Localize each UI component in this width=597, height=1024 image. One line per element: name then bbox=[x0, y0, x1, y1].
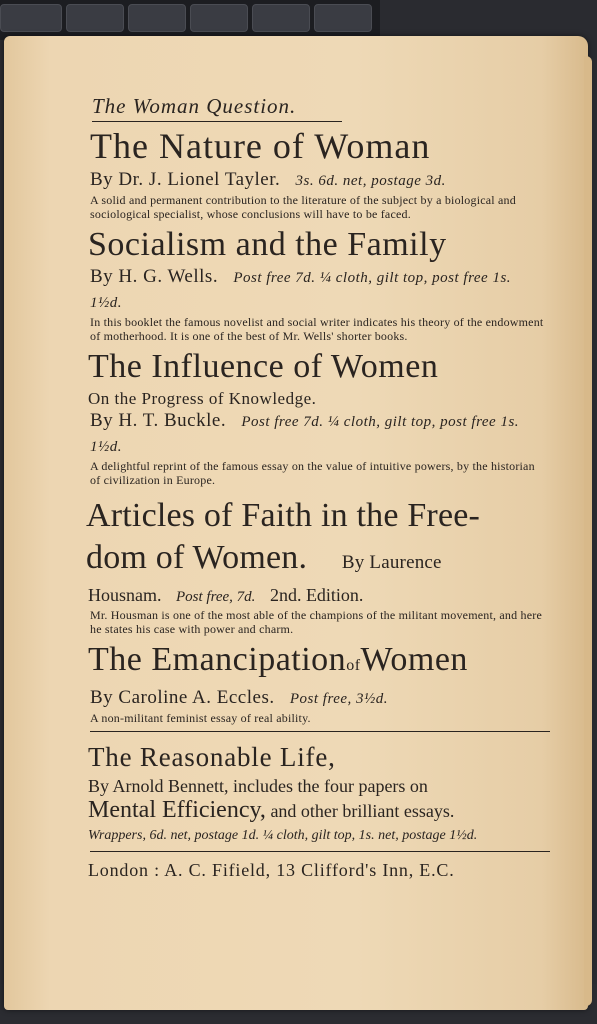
author-part-2: Housnam. bbox=[88, 585, 162, 605]
book-byline bbox=[90, 409, 546, 459]
price: Post free, 3½d. bbox=[289, 691, 389, 707]
author: By H. T. Buckle. bbox=[90, 410, 227, 431]
book-byline bbox=[90, 686, 546, 711]
title-part-2: Women bbox=[360, 641, 468, 678]
book-title: The Influence of Women bbox=[88, 348, 439, 385]
price: Post free 7d. ¼ cloth, gilt top, post free 1s. 1½d. bbox=[90, 270, 512, 311]
keyboard-key bbox=[66, 4, 124, 32]
book-description bbox=[88, 798, 546, 823]
book-page bbox=[4, 36, 588, 1010]
keyboard-key bbox=[190, 4, 248, 32]
keyboard-key bbox=[0, 4, 62, 32]
book-subtitle: On the Progress of Knowledge. bbox=[88, 389, 317, 408]
book-description: A non-militant feminist essay of real ability. bbox=[90, 711, 311, 725]
book-title bbox=[86, 495, 546, 584]
price: 3s. 6d. net, postage 3d. bbox=[295, 173, 446, 189]
book-byline bbox=[90, 168, 546, 193]
author: By Dr. J. Lionel Tayler. bbox=[90, 169, 281, 190]
book-description: A solid and permanent contribution to the literature of the subject by a biological and sociological specialist, whose conclusions will have to be faced. bbox=[90, 193, 516, 221]
book-description: A delightful reprint of the famous essay on the value of intuitive powers, by the historian of civilization in Europe. bbox=[90, 459, 535, 487]
book-description: By Arnold Bennett, includes the four papers on bbox=[88, 776, 428, 796]
keyboard bbox=[0, 0, 380, 40]
price: Post free 7d. ¼ cloth, gilt top, post free 1s. 1½d. bbox=[90, 414, 520, 455]
book-description: Mr. Housman is one of the most able of the champions of the militant movement, and here he states his case with power and charm. bbox=[90, 608, 542, 636]
book-title bbox=[88, 640, 546, 686]
title-line-2: dom of Women. bbox=[86, 539, 308, 576]
author: By Caroline A. Eccles. bbox=[90, 687, 275, 708]
publisher-imprint: London : A. C. Fifield, 13 Clifford's Inn, E.C. bbox=[88, 860, 455, 880]
title-of: of bbox=[346, 657, 361, 674]
book-byline bbox=[88, 584, 546, 608]
author-part-1: By Laurence bbox=[341, 552, 442, 573]
keyboard-key bbox=[128, 4, 186, 32]
title-part-1: The Emancipation bbox=[88, 641, 347, 678]
keyboard-key bbox=[252, 4, 310, 32]
keyboard-key bbox=[314, 4, 372, 32]
book-title: Socialism and the Family bbox=[88, 226, 447, 263]
divider bbox=[90, 731, 550, 732]
description-text: and other brilliant essays. bbox=[265, 801, 455, 821]
page-edge bbox=[584, 56, 592, 1006]
title-line-1: Articles of Faith in the Free- bbox=[86, 497, 481, 534]
book-title: The Reasonable Life, bbox=[88, 742, 336, 772]
book-description: In this booklet the famous novelist and social writer indicates his theory of the endowment of motherhood. It is one of the best of Mr. Wells' shorter books. bbox=[90, 315, 544, 343]
book-title: The Nature of Woman bbox=[90, 126, 431, 166]
book-byline bbox=[90, 265, 546, 315]
series-title: The Woman Question. bbox=[92, 94, 342, 122]
advertisement-page bbox=[76, 94, 546, 881]
price: Post free, 7d. bbox=[176, 589, 256, 605]
highlight-text: Mental Efficiency, bbox=[88, 797, 266, 823]
price: Wrappers, 6d. net, postage 1d. ¼ cloth, gilt top, 1s. net, postage 1½d. bbox=[88, 828, 478, 843]
edition: 2nd. Edition. bbox=[269, 585, 364, 605]
divider bbox=[90, 851, 550, 852]
author: By H. G. Wells. bbox=[90, 266, 219, 287]
